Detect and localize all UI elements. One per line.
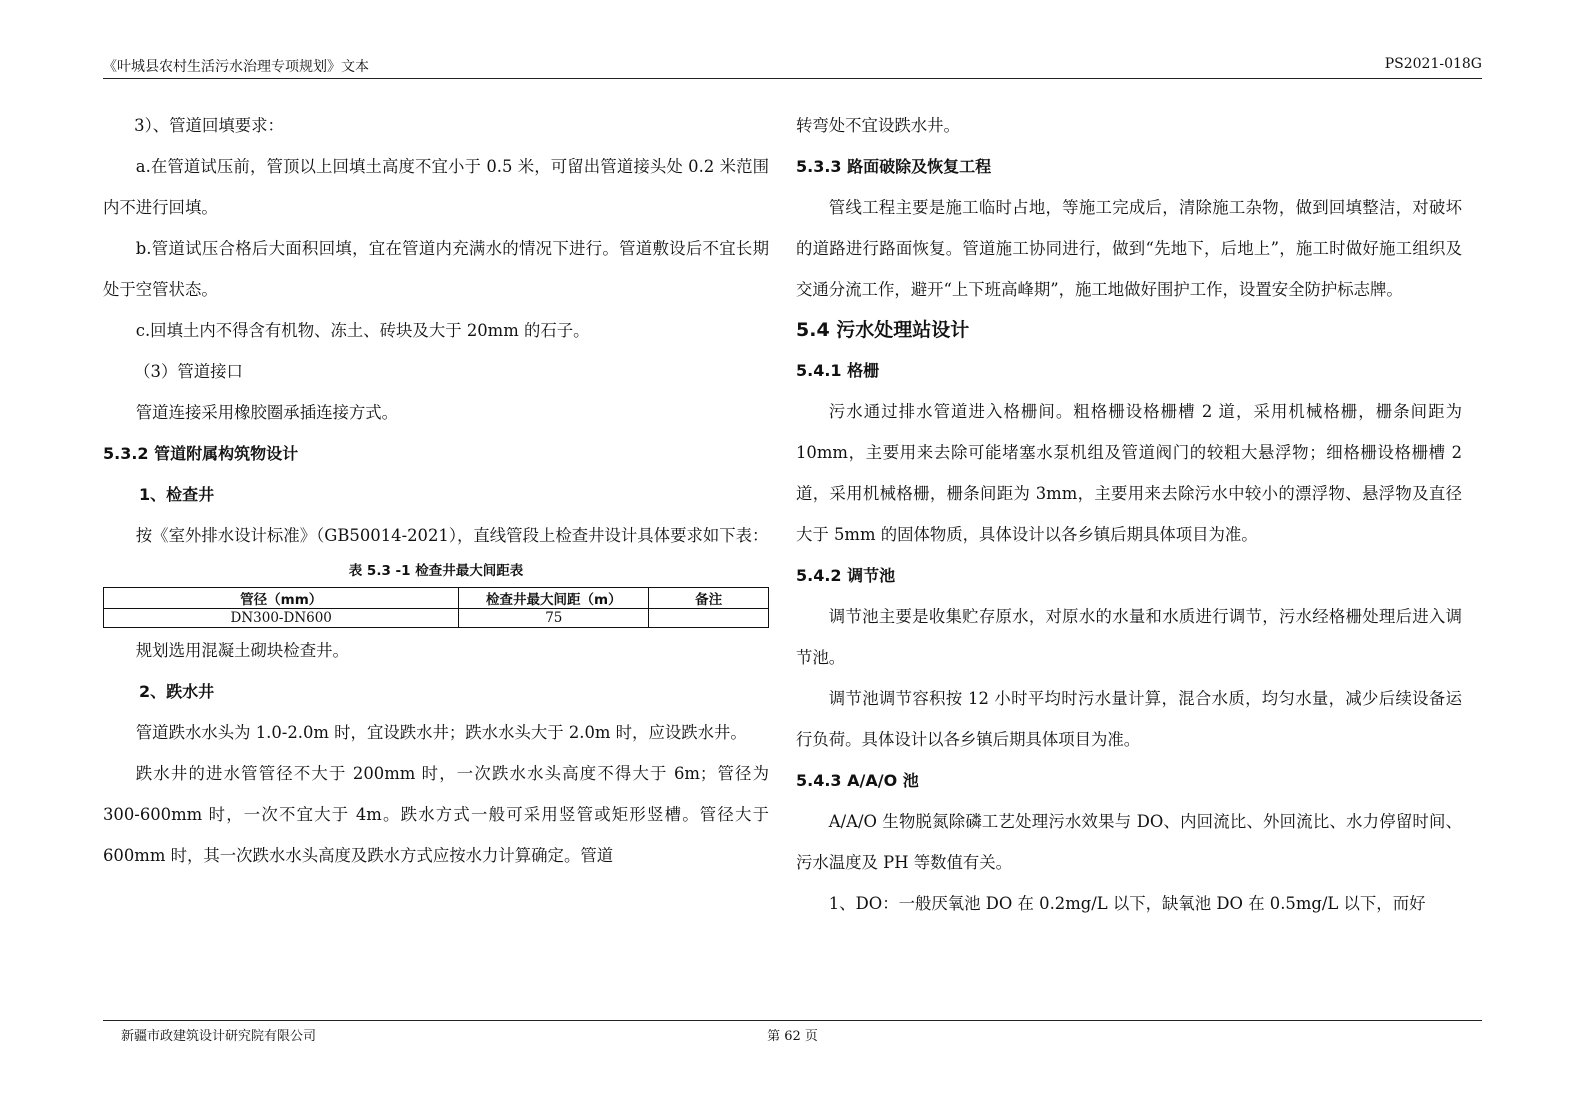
paragraph: 调节池主要是收集贮存原水，对原水的水量和水质进行调节，污水经格栅处理后进入调节池。 (796, 607, 1462, 667)
subheading-inspection-well: 1、检查井 (139, 485, 215, 504)
table-cell: DN300-DN600 (104, 609, 459, 628)
table-cell (649, 609, 769, 628)
paragraph: a.在管道试压前，管顶以上回填土高度不宜小于 0.5 米，可留出管道接头处 0.2 米范围内不进行回填。 (103, 157, 769, 217)
paragraph: 污水通过排水管道进入格栅间。粗格栅设格栅槽 2 道，采用机械格栅，栅条间距为 10mm，主要用来去除可能堵塞水泵机组及管道阀门的较粗大悬浮物；细格栅设格栅槽 2 道，采用机械格栅，栅条间距为 3mm，主要用来去除污水中较小的漂浮物、悬浮物及直径大于 5mm 的固体物质，具体设计以各乡镇后期具体项目为准。 (796, 402, 1462, 544)
left-column (103, 105, 769, 876)
table-header-cell: 检查井最大间距（m） (459, 588, 649, 609)
section-heading-5-4-1: 5.4.1 格栅 (796, 361, 880, 380)
paragraph: 转弯处不宜设跌水井。 (796, 116, 960, 135)
section-heading-5-4-2: 5.4.2 调节池 (796, 566, 896, 585)
page-header (103, 56, 1482, 79)
section-heading-5-3-3: 5.3.3 路面破除及恢复工程 (796, 157, 992, 176)
subheading-drop-well: 2、跌水井 (139, 682, 215, 701)
paragraph: 管线工程主要是施工临时占地，等施工完成后，清除施工杂物，做到回填整洁，对破坏的道路进行路面恢复。管道施工协同进行，做到“先地下，后地上”，施工时做好施工组织及交通分流工作，避开“上下班高峰期”，施工地做好围护工作，设置安全防护标志牌。 (796, 198, 1462, 299)
paragraph: 规划选用混凝土砌块检查井。 (135, 641, 349, 660)
paragraph: 管道连接采用橡胶圈承插连接方式。 (135, 403, 399, 422)
table-row (104, 609, 769, 628)
paragraph: （3）管道接口 (134, 362, 243, 381)
paragraph: 3）、管道回填要求： (134, 116, 284, 135)
header-title: 《叶城县农村生活污水治理专项规划》文本 (103, 59, 369, 75)
paragraph: 按《室外排水设计标准》（GB50014-2021），直线管段上检查井设计具体要求如下表： (135, 526, 769, 545)
table-header-row (104, 588, 769, 609)
paragraph: 管道跌水水头为 1.0-2.0m 时，宜设跌水井；跌水水头大于 2.0m 时，应设跌水井。 (135, 723, 747, 742)
table-cell: 75 (459, 609, 649, 628)
paragraph: 1、DO：一般厌氧池 DO 在 0.2mg/L 以下，缺氧池 DO 在 0.5mg/L 以下，而好 (828, 894, 1426, 913)
section-heading-5-4-3: 5.4.3 A/A/O 池 (796, 771, 919, 790)
section-heading-5-4: 5.4 污水处理站设计 (796, 319, 970, 341)
page-number: 第 62 页 (767, 1029, 818, 1044)
paragraph: 跌水井的进水管管径不大于 200mm 时，一次跌水水头高度不得大于 6m；管径为 300-600mm 时，一次不宜大于 4m。跌水方式一般可采用竖管或矩形竖槽。管径大于 600mm 时，其一次跌水水头高度及跌水方式应按水力计算确定。管道 (103, 764, 769, 865)
right-column (796, 105, 1462, 924)
section-heading-5-3-2: 5.3.2 管道附属构筑物设计 (103, 444, 299, 463)
header-code: PS2021-018G (1384, 56, 1482, 72)
paragraph: 调节池调节容积按 12 小时平均时污水量计算，混合水质，均匀水量，减少后续设备运行负荷。具体设计以各乡镇后期具体项目为准。 (796, 689, 1462, 749)
table-header-cell: 备注 (649, 588, 769, 609)
inspection-well-table (103, 587, 769, 628)
footer-org: 新疆市政建筑设计研究院有限公司 (121, 1029, 317, 1044)
table-caption: 表 5.3 -1 检查井最大间距表 (348, 563, 524, 579)
paragraph: A/A/O 生物脱氮除磷工艺处理污水效果与 DO、内回流比、外回流比、水力停留时间、污水温度及 PH 等数值有关。 (796, 812, 1462, 872)
paragraph: c.回填土内不得含有机物、冻土、砖块及大于 20mm 的石子。 (135, 321, 590, 340)
paragraph: b.管道试压合格后大面积回填，宜在管道内充满水的情况下进行。管道敷设后不宜长期处于空管状态。 (103, 239, 769, 299)
table-header-cell: 管径（mm） (104, 588, 459, 609)
page-footer (103, 1020, 1482, 1045)
